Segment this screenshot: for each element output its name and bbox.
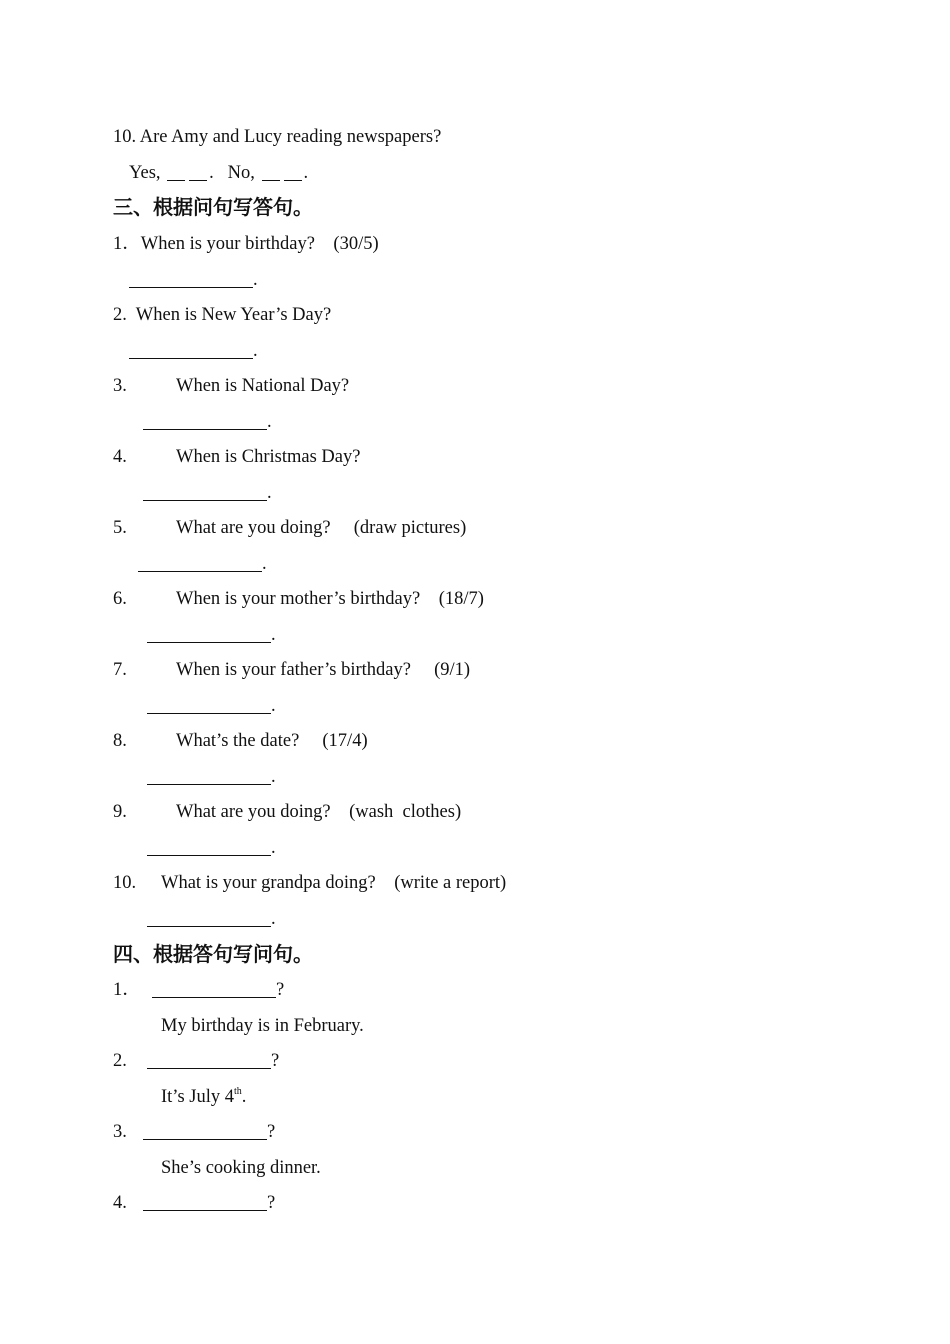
- s4-question-2-blank: ?: [147, 1050, 279, 1072]
- question-blank[interactable]: [147, 1050, 271, 1069]
- answer-text: It’s July 4: [161, 1087, 234, 1107]
- s3-question-3: [113, 375, 127, 397]
- s3-question-8-text: What’s the date? (17/4): [176, 731, 368, 751]
- s3-question-4: [113, 446, 127, 468]
- superscript: th: [233, 1086, 242, 1097]
- s3-answer-6: .: [147, 624, 276, 646]
- s3-question-1: [113, 233, 379, 255]
- s3-question-8: [113, 730, 127, 752]
- question-10: 10. Are Amy and Lucy reading newspapers?: [113, 127, 442, 147]
- item-number: 10.: [113, 873, 137, 893]
- answer-blank[interactable]: [147, 766, 271, 785]
- s3-answer-2: .: [129, 340, 258, 362]
- s3-question-6-text: When is your mother’s birthday? (18/7): [176, 589, 484, 609]
- item-number: 3.: [113, 376, 127, 396]
- question-blank[interactable]: [152, 979, 276, 998]
- s4-question-1-blank: ?: [152, 979, 284, 1001]
- s3-question-2: [113, 304, 331, 326]
- item-number: 8.: [113, 731, 127, 751]
- s3-answer-3: .: [143, 411, 272, 433]
- answer-blank[interactable]: [143, 411, 267, 430]
- s3-question-7: [113, 659, 127, 681]
- item-number: 3.: [113, 1122, 127, 1142]
- answer-blank[interactable]: [147, 908, 271, 927]
- answer-yes-label: Yes,: [129, 163, 161, 183]
- item-number: 2.: [113, 305, 127, 325]
- item-number: 1．: [113, 234, 141, 254]
- s3-answer-9: .: [147, 837, 276, 859]
- s3-question-5-text: What are you doing? (draw pictures): [176, 518, 467, 538]
- s4-question-3: [113, 1121, 127, 1143]
- period: .: [241, 1087, 247, 1107]
- s3-answer-10: .: [147, 908, 276, 930]
- s4-question-4: [113, 1192, 127, 1214]
- item-number: 4.: [113, 1193, 127, 1213]
- question-text: When is New Year’s Day?: [135, 305, 332, 325]
- answer-blank[interactable]: [129, 340, 253, 359]
- item-number: 4.: [113, 447, 127, 467]
- s3-answer-7: .: [147, 695, 276, 717]
- blank[interactable]: [189, 162, 207, 181]
- s3-question-9: [113, 801, 127, 823]
- answer-blank[interactable]: [129, 269, 253, 288]
- s4-answer-1: My birthday is in February.: [161, 1016, 364, 1036]
- s4-question-1: [113, 979, 141, 1001]
- s3-question-5: [113, 517, 127, 539]
- blank[interactable]: [284, 162, 302, 181]
- answer-blank[interactable]: [143, 482, 267, 501]
- question-blank[interactable]: [143, 1121, 267, 1140]
- s4-question-4-blank: ?: [143, 1192, 275, 1214]
- question-text: When is your birthday? (30/5): [140, 234, 379, 254]
- s3-answer-8: .: [147, 766, 276, 788]
- item-number: 5.: [113, 518, 127, 538]
- question-10-answer: Yes, . No, .: [129, 163, 309, 183]
- answer-blank[interactable]: [147, 624, 271, 643]
- s3-question-3-text: When is National Day?: [176, 376, 350, 396]
- s3-answer-1: .: [129, 269, 258, 291]
- answer-blank[interactable]: [147, 695, 271, 714]
- item-number: 6.: [113, 589, 127, 609]
- blank[interactable]: [262, 162, 280, 181]
- s3-answer-4: .: [143, 482, 272, 504]
- item-number: 7.: [113, 660, 127, 680]
- s3-question-10: [113, 872, 136, 894]
- s4-answer-2: [161, 1086, 246, 1108]
- answer-no-label: No,: [227, 163, 255, 183]
- s4-question-3-blank: ?: [143, 1121, 275, 1143]
- s3-question-4-text: When is Christmas Day?: [176, 447, 361, 467]
- s3-question-10-text: What is your grandpa doing? (write a report): [161, 873, 507, 893]
- item-number: 9.: [113, 802, 127, 822]
- s4-answer-3: She’s cooking dinner.: [161, 1158, 321, 1178]
- section-3-title: 三、根据问句写答句。: [113, 195, 313, 219]
- answer-blank[interactable]: [138, 553, 262, 572]
- s3-answer-5: .: [138, 553, 267, 575]
- s3-question-6: [113, 588, 127, 610]
- s4-question-2: [113, 1050, 127, 1072]
- item-number: 1．: [113, 980, 141, 1000]
- answer-blank[interactable]: [147, 837, 271, 856]
- section-4-title: 四、根据答句写问句。: [113, 942, 313, 966]
- s3-question-7-text: When is your father’s birthday? (9/1): [176, 660, 471, 680]
- blank[interactable]: [167, 162, 185, 181]
- s3-question-9-text: What are you doing? (wash clothes): [176, 802, 462, 822]
- question-blank[interactable]: [143, 1192, 267, 1211]
- item-number: 2.: [113, 1051, 127, 1071]
